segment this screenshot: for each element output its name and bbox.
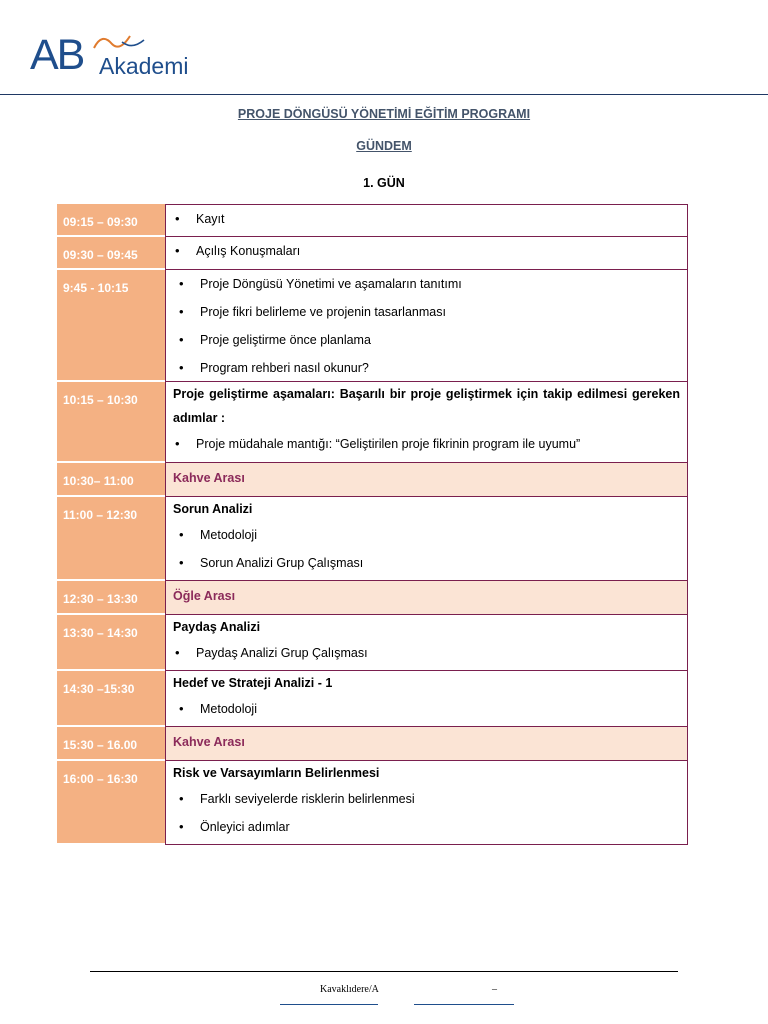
agenda-item: • Program rehberi nasıl okunur? xyxy=(173,354,680,382)
content-cell xyxy=(165,270,688,382)
content-cell xyxy=(165,463,688,497)
agenda-item: • Proje fikri belirleme ve projenin tasarlanması xyxy=(173,298,680,326)
time-cell: 14:30 –15:30 xyxy=(57,671,165,727)
content-cell xyxy=(165,761,688,845)
agenda-row-break xyxy=(57,727,688,761)
agenda-item: • Proje geliştirme önce planlama xyxy=(173,326,680,354)
content-cell xyxy=(165,382,688,463)
footer-address: Kavaklıdere/A xyxy=(320,984,379,995)
agenda-item: • Kayıt xyxy=(173,205,680,233)
time-cell: 9:45 - 10:15 xyxy=(57,270,165,382)
time-cell: 11:00 – 12:30 xyxy=(57,497,165,581)
agenda-row-break xyxy=(57,581,688,615)
agenda-item: • Metodoloji xyxy=(173,521,680,549)
footer-link-underline[interactable] xyxy=(414,1004,514,1005)
agenda-row xyxy=(57,497,688,581)
agenda-row-break xyxy=(57,463,688,497)
time-cell: 15:30 – 16.00 xyxy=(57,727,165,761)
agenda-row xyxy=(57,382,688,463)
time-cell: 09:30 – 09:45 xyxy=(57,237,165,270)
time-cell: 10:30– 11:00 xyxy=(57,463,165,497)
agenda-row xyxy=(57,671,688,727)
content-cell xyxy=(165,615,688,671)
content-cell xyxy=(165,237,688,270)
agenda-item: • Metodoloji xyxy=(173,695,680,723)
content-cell xyxy=(165,727,688,761)
logo-akademi-text: Akademi xyxy=(99,53,189,79)
content-cell xyxy=(165,671,688,727)
agenda-row xyxy=(57,761,688,845)
session-heading: Proje geliştirme aşamaları: Başarılı bir proje geliştirmek için takip edilmesi gereken adımlar : xyxy=(173,387,680,425)
agenda-item: • Proje müdahale mantığı: “Geliştirilen proje fikrinin program ile uyumu” xyxy=(173,430,680,458)
agenda-row xyxy=(57,204,688,237)
time-cell: 09:15 – 09:30 xyxy=(57,204,165,237)
time-cell: 13:30 – 14:30 xyxy=(57,615,165,671)
content-cell xyxy=(165,581,688,615)
break-label: Öğle Arası xyxy=(173,589,236,603)
day-title: 1. GÜN xyxy=(363,176,405,190)
agenda-item: • Önleyici adımlar xyxy=(173,813,680,841)
agenda-row xyxy=(57,270,688,382)
ab-akademi-logo xyxy=(30,30,200,84)
break-label: Kahve Arası xyxy=(173,735,245,749)
time-cell: 16:00 – 16:30 xyxy=(57,761,165,845)
agenda-item: • Paydaş Analizi Grup Çalışması xyxy=(173,639,680,667)
agenda-table xyxy=(57,204,688,845)
session-heading: Risk ve Varsayımların Belirlenmesi xyxy=(173,766,380,780)
content-cell xyxy=(165,497,688,581)
agenda-item: • Farklı seviyelerde risklerin belirlenmesi xyxy=(173,785,680,813)
time-cell: 12:30 – 13:30 xyxy=(57,581,165,615)
agenda-item: • Sorun Analizi Grup Çalışması xyxy=(173,549,680,577)
time-cell: 10:15 – 10:30 xyxy=(57,382,165,463)
content-cell xyxy=(165,204,688,237)
page-header xyxy=(0,0,768,96)
session-heading: Paydaş Analizi xyxy=(173,620,261,634)
footer-dash: – xyxy=(492,984,497,995)
footer-link-underline[interactable] xyxy=(280,1004,378,1005)
agenda-row xyxy=(57,615,688,671)
break-label: Kahve Arası xyxy=(173,471,245,485)
agenda-row xyxy=(57,237,688,270)
agenda-item: • Açılış Konuşmaları xyxy=(173,237,680,265)
document-subtitle: GÜNDEM xyxy=(356,139,412,153)
document-title: PROJE DÖNGÜSÜ YÖNETİMİ EĞİTİM PROGRAMI xyxy=(237,107,531,121)
footer-divider xyxy=(90,971,678,972)
logo-ab-text: AB xyxy=(30,31,84,79)
header-divider xyxy=(0,94,768,95)
agenda-item: • Proje Döngüsü Yönetimi ve aşamaların tanıtımı xyxy=(173,270,680,298)
session-heading: Hedef ve Strateji Analizi - 1 xyxy=(173,676,333,690)
session-heading: Sorun Analizi xyxy=(173,502,253,516)
